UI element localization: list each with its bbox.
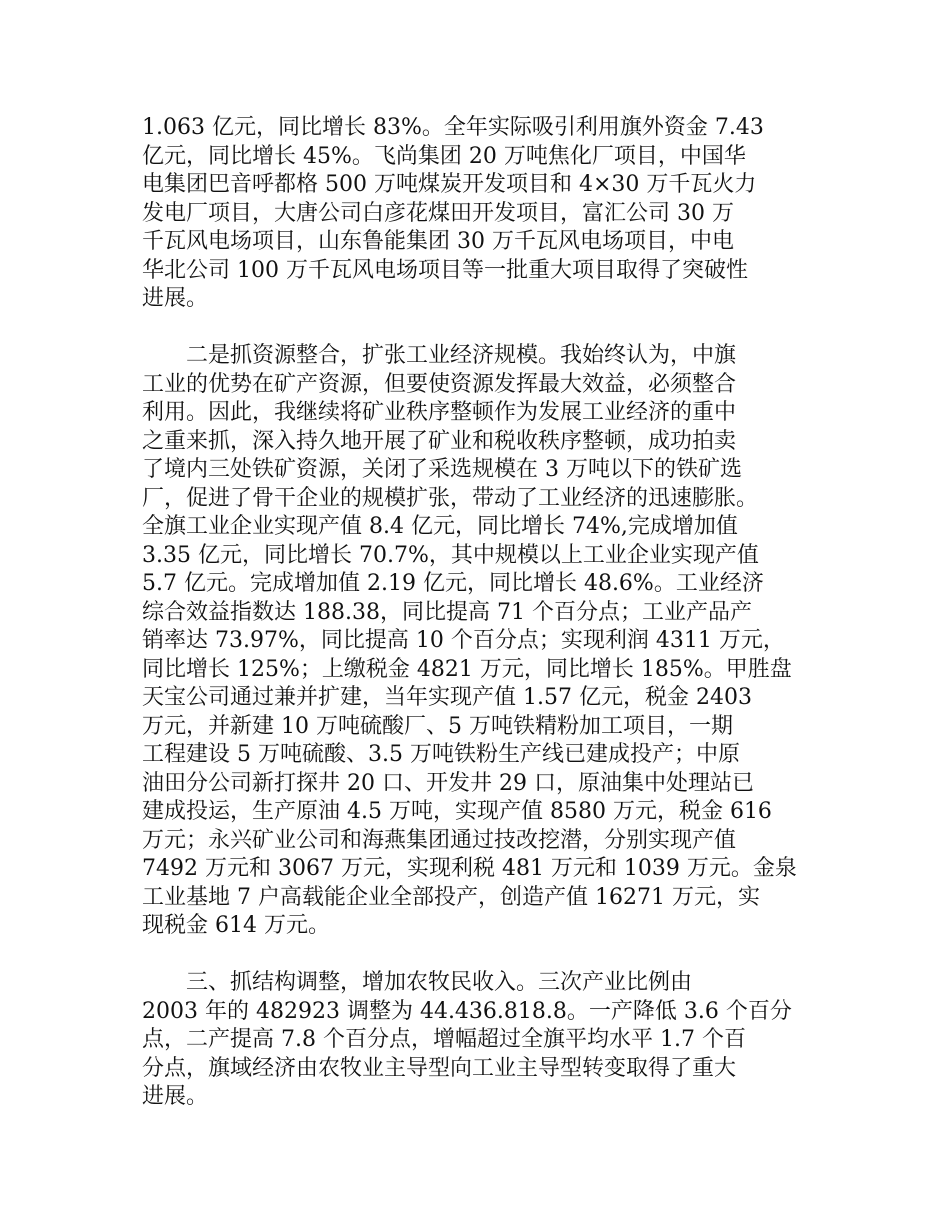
text-line: 万元；永兴矿业公司和海燕集团通过技改挖潜，分别实现产值 (142, 827, 737, 853)
text-line: 进展。 (142, 1084, 209, 1109)
text-line: 二是抓资源整合，扩张工业经济规模。我始终认为，中旗 (186, 343, 737, 368)
text-line: 进展。 (142, 286, 209, 311)
paragraph-2 (142, 342, 822, 941)
text-line: 点，二产提高 7.8 个百分点，增幅超过全旗平均水平 1.7 个百 (142, 1027, 746, 1052)
text-line: 分点，旗域经济由农牧业主导型向工业主导型转变取得了重大 (142, 1055, 737, 1081)
paragraph-3 (142, 969, 822, 1112)
text-line: 华北公司 100 万千瓦风电场项目等一批重大项目取得了突破性 (142, 257, 748, 283)
text-line: 同比增长 125%；上缴税金 4821 万元，同比增长 185%。甲胜盘 (142, 656, 792, 682)
text-line: 天宝公司通过兼并扩建，当年实现产值 1.57 亿元，税金 2403 (142, 685, 752, 710)
paragraph-1 (142, 114, 822, 314)
document-page (142, 114, 822, 1112)
text-line: 销率达 73.97%，同比提高 10 个百分点；实现利润 4311 万元， (142, 628, 785, 653)
text-line: 之重来抓，深入持久地开展了矿业和税收秩序整顿，成功拍卖 (142, 428, 737, 454)
text-line: 电集团巴音呼都格 500 万吨煤炭开发项目和 4×30 万千瓦火力 (142, 172, 757, 197)
paragraph-spacer (142, 941, 822, 970)
text-line: 发电厂项目，大唐公司白彦花煤田开发项目，富汇公司 30 万 (142, 200, 734, 226)
text-line: 工程建设 5 万吨硫酸、3.5 万吨铁粉生产线已建成投产；中原 (142, 742, 740, 767)
text-line: 了境内三处铁矿资源，关闭了采选规模在 3 万吨以下的铁矿选 (142, 457, 742, 482)
text-line: 亿元，同比增长 45%。飞尚集团 20 万吨焦化厂项目，中国华 (142, 143, 746, 169)
text-line: 厂，促进了骨干企业的规模扩张，带动了工业经济的迅速膨胀。 (142, 485, 759, 511)
text-line: 油田分公司新打探井 20 口、开发井 29 口，原油集中处理站已 (142, 770, 754, 796)
text-line: 三、抓结构调整，增加农牧民收入。三次产业比例由 (186, 970, 693, 995)
text-line: 千瓦风电场项目，山东鲁能集团 30 万千瓦风电场项目，中电 (142, 229, 734, 254)
text-line: 利用。因此，我继续将矿业秩序整顿作为发展工业经济的重中 (142, 400, 737, 425)
text-line: 全旗工业企业实现产值 8.4 亿元，同比增长 74%,完成增加值 (142, 514, 738, 539)
text-line: 7492 万元和 3067 万元，实现利税 481 万元和 1039 万元。金泉 (142, 856, 797, 881)
text-line: 3.35 亿元，同比增长 70.7%，其中规模以上工业企业实现产值 (142, 542, 759, 568)
text-line: 工业的优势在矿产资源，但要使资源发挥最大效益，必须整合 (142, 371, 737, 397)
text-line: 综合效益指数达 188.38，同比提高 71 个百分点；工业产品产 (142, 599, 752, 625)
text-line: 1.063 亿元，同比增长 83%。全年实际吸引利用旗外资金 7.43 (142, 115, 764, 140)
text-line: 5.7 亿元。完成增加值 2.19 亿元，同比增长 48.6%。工业经济 (142, 571, 764, 596)
text-line: 建成投运，生产原油 4.5 万吨，实现产值 8580 万元，税金 616 (142, 799, 772, 824)
text-line: 万元，并新建 10 万吨硫酸厂、5 万吨铁精粉加工项目，一期 (142, 713, 733, 739)
text-line: 工业基地 7 户高载能企业全部投产，创造产值 16271 万元，实 (142, 884, 760, 910)
text-line: 2003 年的 482923 调整为 44.436.818.8。一产降低 3.6 个百分 (142, 998, 792, 1024)
paragraph-spacer (142, 314, 822, 343)
text-line: 现税金 614 万元。 (142, 913, 330, 938)
